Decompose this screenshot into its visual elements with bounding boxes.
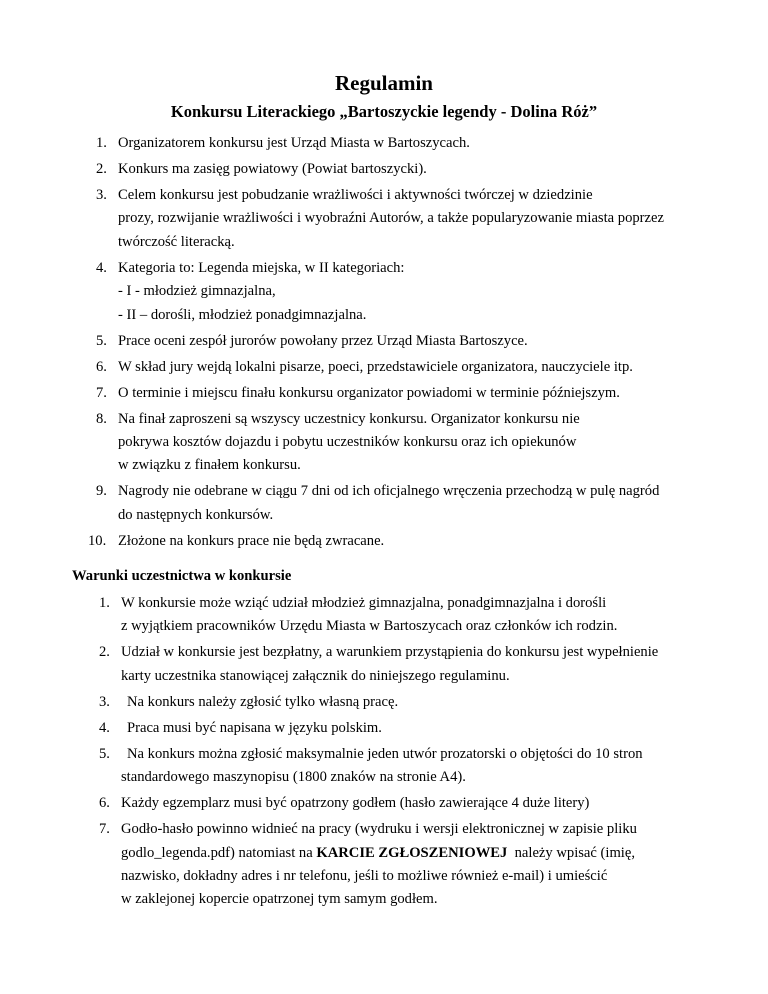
list-number: 10. [88, 532, 107, 549]
list-number: 2. [99, 644, 110, 661]
list-item [96, 330, 716, 353]
list-number: 2. [96, 161, 107, 177]
list-line: Na konkurs należy zgłosić tylko własną pracę. [127, 693, 399, 710]
list-item [96, 408, 716, 478]
line-text: należy wpisać (imię, [507, 844, 635, 861]
list-item [96, 480, 716, 527]
list-item [99, 592, 719, 639]
list-number: 3. [96, 187, 107, 203]
list-number: 1. [96, 135, 107, 151]
list-item [96, 257, 716, 327]
list-line: prozy, rozwijanie wrażliwości i wyobraźni Autorów, a także popularyzowanie miasta poprzez [118, 210, 664, 227]
list-line: W skład jury wejdą lokalni pisarze, poeci, przedstawiciele organizatora, nauczyciele itp. [118, 358, 633, 375]
list-number: 1. [99, 595, 110, 611]
list-item [99, 717, 719, 740]
list-line: - II – dorośli, młodzież ponadgimnazjalna. [118, 306, 367, 323]
list-item [99, 792, 719, 815]
list-number: 5. [96, 332, 107, 349]
list-line: - I - młodzież gimnazjalna, [118, 283, 276, 300]
list-line: Każdy egzemplarz musi być opatrzony godłem (hasło zawierające 4 duże litery) [121, 795, 590, 812]
list-line: nazwisko, dokładny adres i nr telefonu, jeśli to możliwe również e-mail) i umieścić [121, 868, 608, 885]
conditions-list [99, 592, 719, 914]
list-item [99, 691, 719, 714]
list-item [96, 356, 716, 379]
list-line: w związku z finałem konkursu. [118, 457, 301, 474]
list-item [99, 743, 719, 790]
line-text: godlo_legenda.pdf) natomiast na [121, 844, 317, 861]
list-item [88, 530, 716, 553]
list-item [96, 158, 716, 181]
form-name-emphasis: KARCIE ZGŁOSZENIOWEJ [316, 844, 508, 861]
list-line: O terminie i miejscu finału konkursu organizator powiadomi w terminie późniejszym. [118, 384, 620, 401]
list-line: Celem konkursu jest pobudzanie wrażliwości i aktywności twórczej w dziedzinie [118, 187, 593, 203]
list-number: 4. [99, 719, 110, 736]
list-item [99, 818, 719, 912]
list-line: pokrywa kosztów dojazdu i pobytu uczestników konkursu oraz ich opiekunów [118, 434, 577, 451]
list-line: do następnych konkursów. [118, 506, 274, 523]
list-line: Nagrody nie odebrane w ciągu 7 dni od ich oficjalnego wręczenia przechodzą w pulę nagród [118, 483, 660, 500]
list-line: Udział w konkursie jest bezpłatny, a warunkiem przystąpienia do konkursu jest wypełnienie [121, 644, 659, 661]
list-number: 7. [96, 384, 107, 401]
list-line: Praca musi być napisana w języku polskim. [127, 719, 382, 736]
rules-list [88, 132, 716, 556]
list-line: Godło-hasło powinno widnieć na pracy (wydruku i wersji elektronicznej w zapisie pliku [121, 821, 637, 838]
list-number: 3. [99, 693, 110, 710]
list-line: Organizatorem konkursu jest Urząd Miasta w Bartoszycach. [118, 135, 470, 151]
list-number: 6. [99, 795, 110, 812]
list-number: 6. [96, 358, 107, 375]
page-title: Regulamin [334, 71, 433, 95]
list-line: twórczość literacką. [118, 233, 235, 250]
list-line: karty uczestnika stanowiącej załącznik do niniejszego regulaminu. [121, 667, 510, 684]
list-line [121, 842, 719, 865]
list-line: Na konkurs można zgłosić maksymalnie jeden utwór prozatorski o objętości do 10 stron [127, 745, 643, 762]
list-line: W konkursie może wziąć udział młodzież gimnazjalna, ponadgimnazjalna i dorośli [121, 595, 607, 611]
list-number: 4. [96, 259, 107, 276]
list-line: Prace oceni zespół jurorów powołany przez Urząd Miasta Bartoszyce. [118, 332, 528, 349]
list-number: 8. [96, 410, 107, 427]
list-number: 5. [99, 745, 110, 762]
section-heading: Warunki uczestnictwa w konkursie [72, 568, 292, 584]
list-line: Konkurs ma zasięg powiatowy (Powiat bartoszycki). [118, 161, 427, 177]
list-line: z wyjątkiem pracowników Urzędu Miasta w Bartoszycach oraz członków ich rodzin. [121, 618, 618, 635]
list-item [99, 641, 719, 688]
list-line: standardowego maszynopisu (1800 znaków na stronie A4). [121, 769, 466, 786]
list-line: w zaklejonej kopercie opatrzonej tym samym godłem. [121, 891, 438, 908]
list-item [96, 184, 716, 254]
list-item [96, 382, 716, 405]
list-line: Na finał zaproszeni są wszyscy uczestnicy konkursu. Organizator konkursu nie [118, 410, 580, 427]
list-item [96, 132, 716, 155]
list-number: 7. [99, 821, 110, 838]
page-subtitle: Konkursu Literackiego „Bartoszyckie legendy - Dolina Róż” [170, 102, 598, 121]
list-line: Złożone na konkurs prace nie będą zwracane. [118, 532, 385, 549]
list-number: 9. [96, 483, 107, 500]
list-line: Kategoria to: Legenda miejska, w II kategoriach: [118, 259, 405, 276]
